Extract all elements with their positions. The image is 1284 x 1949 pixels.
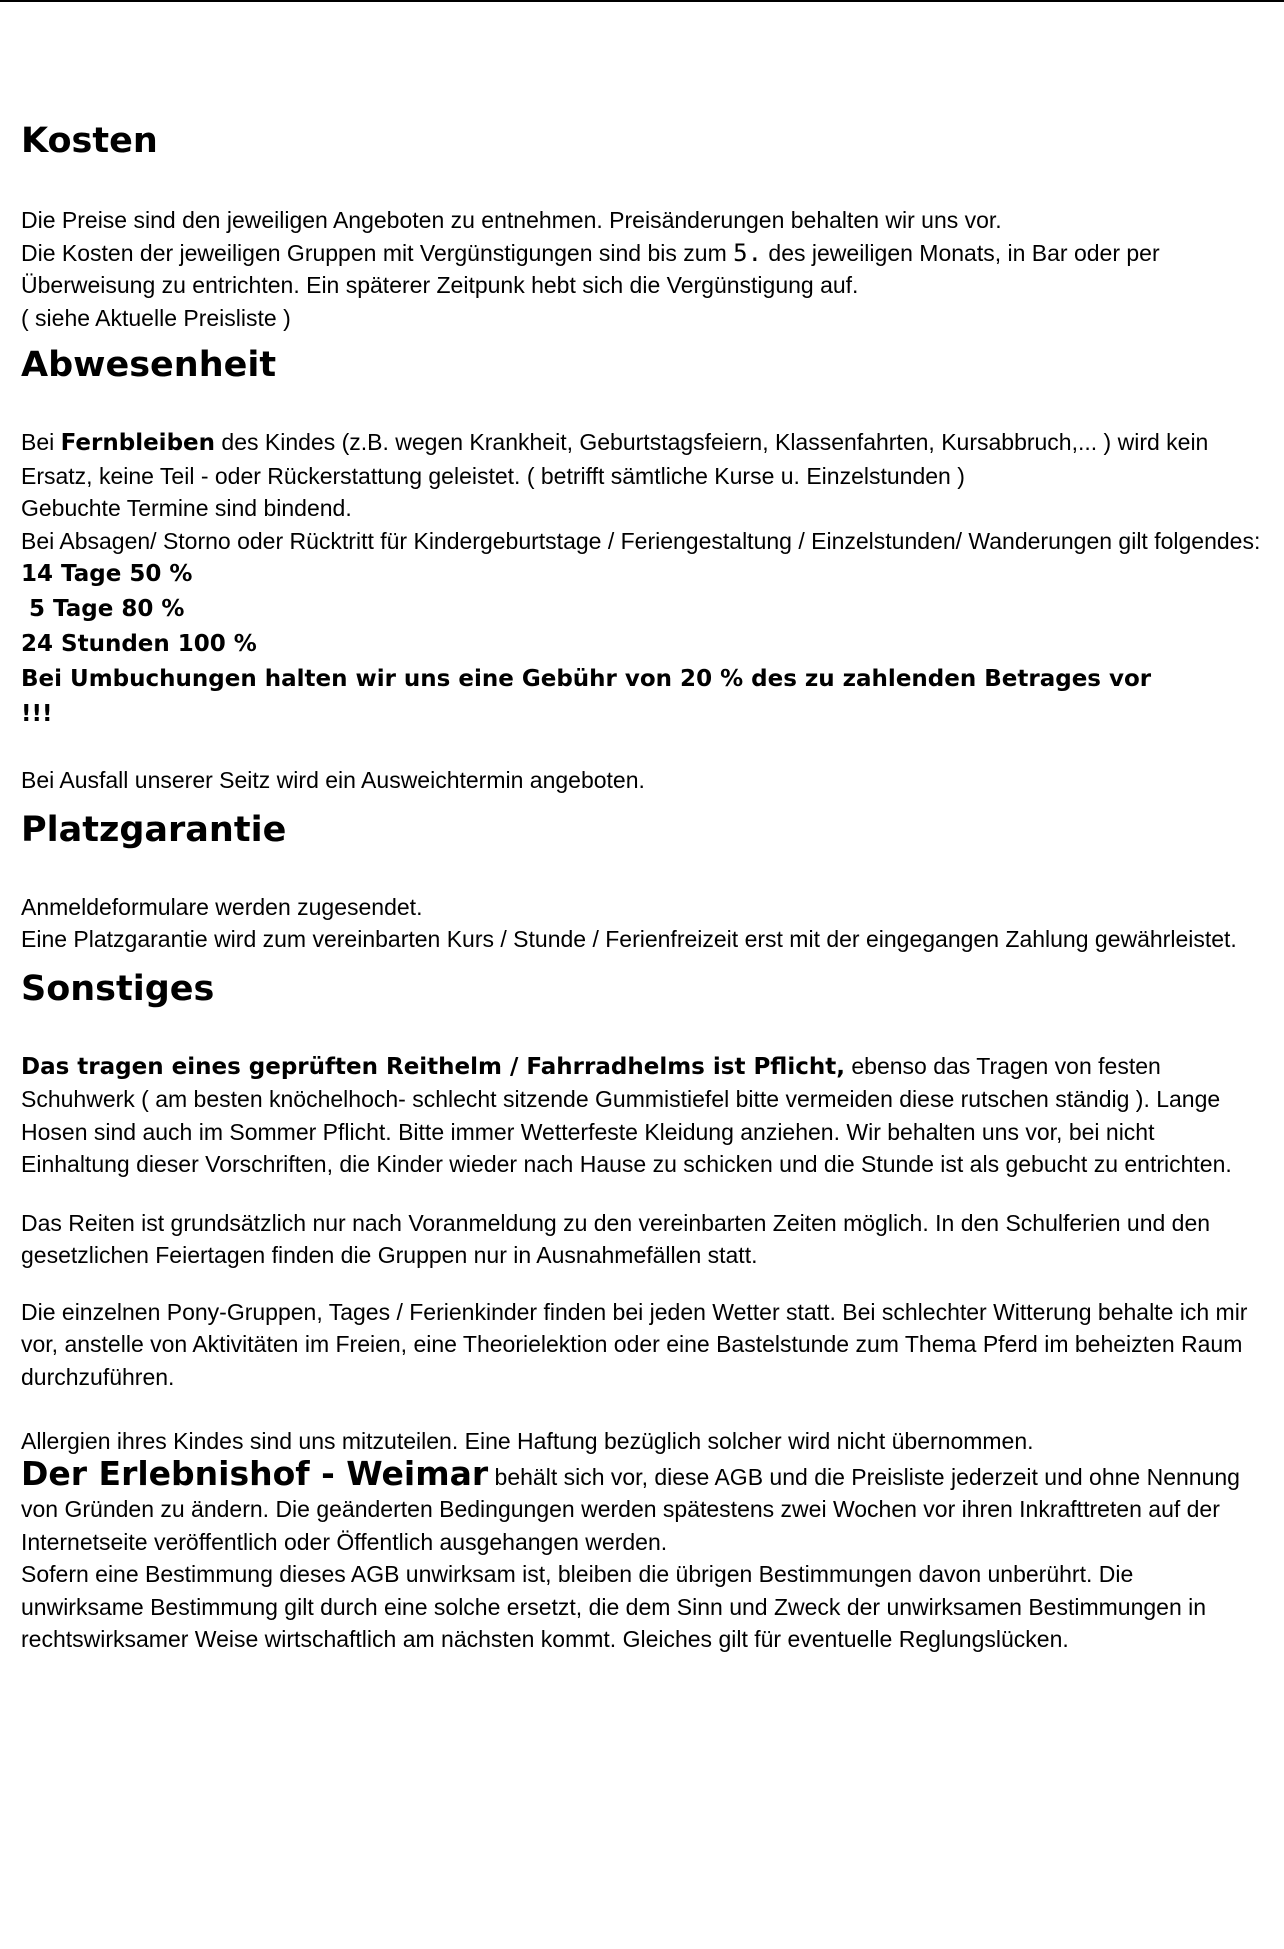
abwesenheit-text-1a: Bei [21,429,61,455]
abwesenheit-bold: Fernbleiben [60,430,216,456]
section-platzgarantie [21,809,1261,956]
agb-document [21,120,1261,1656]
kosten-text-2a: Die Kosten der jeweiligen Gruppen mit Vergünstigungen sind bis zum [21,239,734,266]
sonstiges-text-2: Das Reiten ist grundsätzlich nur nach Voranmeldung zu den vereinbarten Zeiten möglich. In den Schulferien und den gesetzlichen Feiertagen finden die Gruppen nur in Ausnahmefällen statt. [21,1209,1211,1268]
fee-24-hours: 24 Stunden 100 % [21,631,257,657]
section-sonstiges [21,968,1261,1656]
umbuchung-note: Bei Umbuchungen halten wir uns eine Gebühr von 20 % des zu zahlenden Betrages vor !!! [21,666,1152,727]
sonstiges-text-5 [21,1453,1261,1559]
helmet-rule: Das tragen eines geprüften Reithelm / Fahrradhelms ist Pflicht, [21,1053,845,1080]
kosten-text-1: Die Preise sind den jeweiligen Angeboten zu entnehmen. Preisänderungen behalten wir uns vor. [21,207,1002,233]
kosten-day: 5. [733,238,763,267]
kosten-text-3: ( siehe Aktuelle Preisliste ) [21,304,291,331]
sonstiges-text-6: Sofern eine Bestimmung dieses AGB unwirksam ist, bleiben die übrigen Bestimmungen davon unberührt. Die unwirksame Bestimmung gilt durch eine solche ersetzt, die dem Sinn und Zweck der unwirksamen Bestimmungen in rechtswirksamer Weise wirtschaftlich am nächsten kommt. Gleiches gilt für eventuelle Reglungslücken. [21,1561,1207,1652]
abwesenheit-text-3: Bei Absagen/ Storno oder Rücktritt für Kindergeburtstage / Feriengestaltung / Einzelstunden/ Wanderungen gilt folgendes: [21,527,1261,554]
ausfall-note: Bei Ausfall unserer Seitz wird ein Ausweichtermin angeboten. [21,767,645,793]
heading-abwesenheit: Abwesenheit [21,345,277,385]
platzgarantie-text-2: Eine Platzgarantie wird zum vereinbarten Kurs / Stunde / Ferienfreizeit erst mit der eingegangen Zahlung gewährleistet. [21,926,1237,952]
top-border [0,0,1284,2]
kosten-text-2 [21,237,1261,302]
company-name: Der Erlebnishof - Weimar [21,1453,489,1493]
heading-platzgarantie: Platzgarantie [21,809,287,850]
section-abwesenheit [21,344,1261,797]
sonstiges-text-5-rest: behält sich vor, diese AGB und die Preisliste jederzeit und ohne Nennung von Gründen zu ändern. Die geänderten Bedingungen werden spätestens zwei Wochen vor ihren Inkrafttreten auf der Internetseite veröffentlich oder Öffentlich ausgehangen werden. [21,1463,1240,1555]
platzgarantie-text-1: Anmeldeformulare werden zugesendet. [21,893,423,920]
heading-sonstiges: Sonstiges [21,968,215,1009]
sonstiges-text-1-rest: ebenso das Tragen von festen Schuhwerk ( am besten knöchelhoch- schlecht sitzende Gummistiefel bitte vermeiden diese rutschen ständig ). Lange Hosen sind auch im Sommer Pflicht. Bitte immer Wetterfeste Kleidung anziehen. Wir behalten uns vor, bei nicht Einhaltung dieser Vorschriften, die Kinder wieder nach Hause zu schicken und die Stunde ist als gebucht zu entrichten. [21,1052,1232,1177]
sonstiges-text-3: Die einzelnen Pony-Gruppen, Tages / Ferienkinder finden bei jeden Wetter statt. Bei schlechter Witterung behalte ich mir vor, anstelle von Aktivitäten im Freien, eine Theorielektion oder eine Bastelstunde zum Thema Pferd im beheizten Raum durchzuführen. [21,1298,1248,1390]
abwesenheit-text-2: Gebuchte Termine sind bindend. [21,495,352,521]
abwesenheit-text-1b: des Kindes (z.B. wegen Krankheit, Geburtstagsfeiern, Klassenfahrten, Kursabbruch,... ) wird kein Ersatz, keine Teil - oder Rückerstattung geleistet. ( betrifft sämtliche Kurse u. Einzelstunden ) [21,429,1209,489]
fee-5-days: 5 Tage 80 % [21,596,185,622]
abwesenheit-text-1 [21,426,1261,492]
fee-14-days: 14 Tage 50 % [21,561,193,587]
heading-kosten: Kosten [21,121,158,161]
sonstiges-text-1 [21,1050,1261,1181]
section-kosten [21,120,1261,334]
kosten-text-2b: des jeweiligen Monats, in Bar oder per Überweisung zu entrichten. Ein späterer Zeitpunk hebt sich die Vergünstigung auf. [21,239,1160,298]
sonstiges-text-4: Allergien ihres Kindes sind uns mitzuteilen. Eine Haftung bezüglich solcher wird nicht übernommen. [21,1428,1034,1454]
